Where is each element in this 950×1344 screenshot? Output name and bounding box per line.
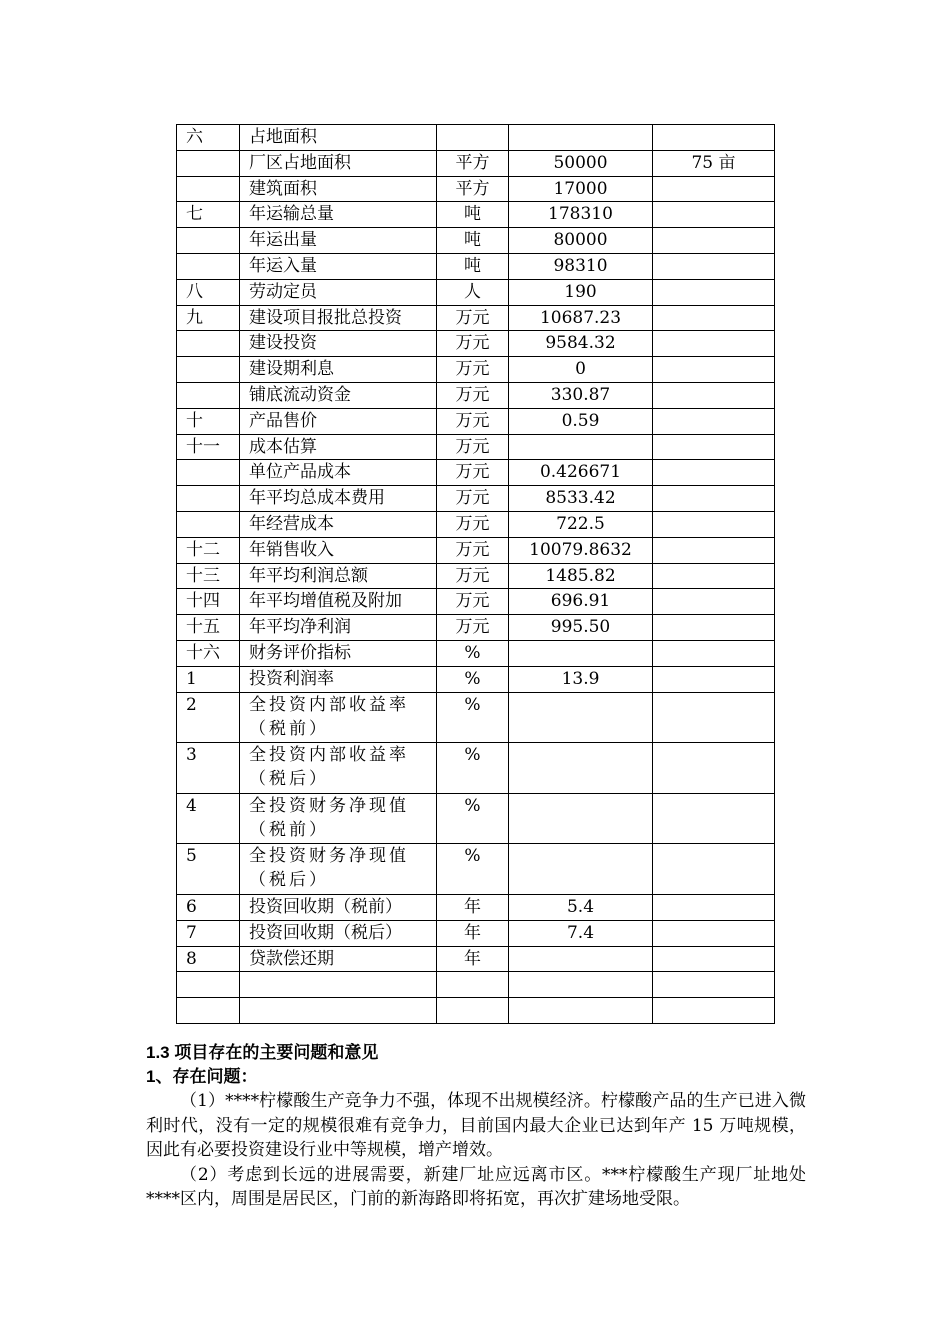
unit-cell: 万元	[437, 408, 509, 434]
note-cell	[653, 228, 775, 254]
unit-cell: 吨	[437, 228, 509, 254]
note-cell	[653, 331, 775, 357]
row-number-cell: 六	[177, 125, 240, 151]
value-cell: 9584.32	[509, 331, 653, 357]
note-cell	[653, 253, 775, 279]
unit-cell: 万元	[437, 460, 509, 486]
item-name-cell: 年经营成本	[240, 511, 437, 537]
table-row	[177, 793, 775, 844]
table-row	[177, 331, 775, 357]
unit-cell: 万元	[437, 589, 509, 615]
table-row	[177, 202, 775, 228]
value-cell	[509, 434, 653, 460]
note-cell	[653, 589, 775, 615]
table-row	[177, 692, 775, 743]
value-cell: 10687.23	[509, 305, 653, 331]
table-row	[177, 434, 775, 460]
value-cell	[509, 998, 653, 1024]
item-name-cell: 年运输总量	[240, 202, 437, 228]
unit-cell: 万元	[437, 434, 509, 460]
unit-cell: 平方	[437, 150, 509, 176]
row-number-cell: 8	[177, 946, 240, 972]
row-number-cell: 七	[177, 202, 240, 228]
table-row	[177, 279, 775, 305]
unit-cell	[437, 972, 509, 998]
item-name-cell: 建设项目报批总投资	[240, 305, 437, 331]
value-cell	[509, 743, 653, 794]
row-number-cell: 2	[177, 692, 240, 743]
row-number-cell: 1	[177, 666, 240, 692]
value-cell: 13.9	[509, 666, 653, 692]
note-cell	[653, 793, 775, 844]
value-cell: 8533.42	[509, 486, 653, 512]
value-cell	[509, 692, 653, 743]
table-row	[177, 486, 775, 512]
value-cell	[509, 946, 653, 972]
table-row	[177, 666, 775, 692]
table-row	[177, 176, 775, 202]
note-cell	[653, 176, 775, 202]
note-cell	[653, 844, 775, 895]
unit-cell: 万元	[437, 331, 509, 357]
item-name-cell: 贷款偿还期	[240, 946, 437, 972]
unit-cell: 平方	[437, 176, 509, 202]
row-number-cell	[177, 382, 240, 408]
row-number-cell: 十五	[177, 615, 240, 641]
item-name-cell: 全投资内部收益率（税前）	[240, 692, 437, 743]
row-number-cell: 十一	[177, 434, 240, 460]
value-cell	[509, 972, 653, 998]
unit-cell: %	[437, 692, 509, 743]
note-cell	[653, 972, 775, 998]
note-cell	[653, 434, 775, 460]
value-cell: 330.87	[509, 382, 653, 408]
row-number-cell: 6	[177, 894, 240, 920]
item-name-cell: 全投资财务净现值（税后）	[240, 844, 437, 895]
table-row	[177, 511, 775, 537]
row-number-cell	[177, 460, 240, 486]
section-heading: 1.3 项目存在的主要问题和意见	[146, 1043, 379, 1062]
row-number-cell: 九	[177, 305, 240, 331]
item-name-cell: 投资回收期（税后）	[240, 920, 437, 946]
item-name-cell: 年平均增值税及附加	[240, 589, 437, 615]
unit-cell: 年	[437, 920, 509, 946]
table-row	[177, 563, 775, 589]
value-cell: 190	[509, 279, 653, 305]
table-row	[177, 920, 775, 946]
row-number-cell	[177, 486, 240, 512]
unit-cell: 万元	[437, 563, 509, 589]
value-cell: 17000	[509, 176, 653, 202]
unit-cell: 年	[437, 894, 509, 920]
value-cell: 178310	[509, 202, 653, 228]
table-row	[177, 998, 775, 1024]
value-cell: 696.91	[509, 589, 653, 615]
row-number-cell	[177, 331, 240, 357]
unit-cell: 万元	[437, 486, 509, 512]
note-cell	[653, 692, 775, 743]
row-number-cell: 7	[177, 920, 240, 946]
value-cell: 0.59	[509, 408, 653, 434]
unit-cell: %	[437, 640, 509, 666]
row-number-cell: 4	[177, 793, 240, 844]
item-name-cell: 投资利润率	[240, 666, 437, 692]
unit-cell: 万元	[437, 357, 509, 383]
table-row	[177, 972, 775, 998]
value-cell: 7.4	[509, 920, 653, 946]
unit-cell: %	[437, 743, 509, 794]
row-number-cell: 十四	[177, 589, 240, 615]
row-number-cell	[177, 998, 240, 1024]
table-row	[177, 640, 775, 666]
value-cell: 0.426671	[509, 460, 653, 486]
table-row	[177, 460, 775, 486]
row-number-cell	[177, 511, 240, 537]
item-name-cell: 占地面积	[240, 125, 437, 151]
note-cell: 75 亩	[653, 150, 775, 176]
table-row	[177, 743, 775, 794]
value-cell: 98310	[509, 253, 653, 279]
note-cell	[653, 486, 775, 512]
item-name-cell: 单位产品成本	[240, 460, 437, 486]
item-name-cell: 财务评价指标	[240, 640, 437, 666]
table-row	[177, 615, 775, 641]
value-cell: 1485.82	[509, 563, 653, 589]
table-row	[177, 357, 775, 383]
note-cell	[653, 202, 775, 228]
note-cell	[653, 460, 775, 486]
note-cell	[653, 279, 775, 305]
table-row	[177, 253, 775, 279]
item-name-cell: 铺底流动资金	[240, 382, 437, 408]
table-row	[177, 228, 775, 254]
table-row	[177, 844, 775, 895]
note-cell	[653, 537, 775, 563]
table-row	[177, 589, 775, 615]
item-name-cell: 产品售价	[240, 408, 437, 434]
value-cell	[509, 793, 653, 844]
note-cell	[653, 998, 775, 1024]
unit-cell	[437, 125, 509, 151]
item-name-cell: 厂区占地面积	[240, 150, 437, 176]
item-name-cell: 全投资财务净现值（税前）	[240, 793, 437, 844]
note-cell	[653, 511, 775, 537]
row-number-cell	[177, 228, 240, 254]
item-name-cell	[240, 972, 437, 998]
item-name-cell: 建设投资	[240, 331, 437, 357]
table-row	[177, 894, 775, 920]
value-cell: 50000	[509, 150, 653, 176]
row-number-cell: 5	[177, 844, 240, 895]
value-cell: 5.4	[509, 894, 653, 920]
table-row	[177, 125, 775, 151]
unit-cell: 万元	[437, 537, 509, 563]
value-cell	[509, 844, 653, 895]
row-number-cell	[177, 253, 240, 279]
value-cell: 722.5	[509, 511, 653, 537]
row-number-cell: 十	[177, 408, 240, 434]
item-name-cell: 年运入量	[240, 253, 437, 279]
note-cell	[653, 382, 775, 408]
note-cell	[653, 920, 775, 946]
item-name-cell: 年运出量	[240, 228, 437, 254]
note-cell	[653, 305, 775, 331]
table-row	[177, 537, 775, 563]
item-name-cell: 建筑面积	[240, 176, 437, 202]
item-name-cell	[240, 998, 437, 1024]
note-cell	[653, 408, 775, 434]
unit-cell: 吨	[437, 202, 509, 228]
row-number-cell: 八	[177, 279, 240, 305]
unit-cell: 吨	[437, 253, 509, 279]
note-cell	[653, 666, 775, 692]
item-name-cell: 成本估算	[240, 434, 437, 460]
row-number-cell	[177, 357, 240, 383]
table-row	[177, 408, 775, 434]
note-cell	[653, 125, 775, 151]
unit-cell: 万元	[437, 615, 509, 641]
unit-cell: 万元	[437, 382, 509, 408]
item-name-cell: 投资回收期（税前）	[240, 894, 437, 920]
item-name-cell: 年销售收入	[240, 537, 437, 563]
unit-cell: %	[437, 793, 509, 844]
item-name-cell: 年平均总成本费用	[240, 486, 437, 512]
item-name-cell: 劳动定员	[240, 279, 437, 305]
item-name-cell: 建设期利息	[240, 357, 437, 383]
row-number-cell: 十二	[177, 537, 240, 563]
row-number-cell: 十三	[177, 563, 240, 589]
note-cell	[653, 946, 775, 972]
table-row	[177, 150, 775, 176]
paragraph-2: （2）考虑到长远的进展需要，新建厂址应远离市区。***柠檬酸生产现厂址地处****区内，周围是居民区，门前的新海路即将拓宽，再次扩建场地受限。	[146, 1164, 806, 1209]
table-body	[177, 125, 775, 1024]
note-cell	[653, 640, 775, 666]
unit-cell: 万元	[437, 511, 509, 537]
item-name-cell: 全投资内部收益率（税后）	[240, 743, 437, 794]
row-number-cell	[177, 176, 240, 202]
row-number-cell	[177, 972, 240, 998]
section-subheading: 1、存在问题：	[146, 1067, 258, 1086]
table-row	[177, 946, 775, 972]
note-cell	[653, 894, 775, 920]
table-row	[177, 382, 775, 408]
project-indicator-table	[176, 124, 775, 1024]
value-cell: 995.50	[509, 615, 653, 641]
note-cell	[653, 615, 775, 641]
value-cell	[509, 640, 653, 666]
value-cell: 10079.8632	[509, 537, 653, 563]
unit-cell: 人	[437, 279, 509, 305]
unit-cell: 年	[437, 946, 509, 972]
note-cell	[653, 743, 775, 794]
section-body	[146, 1089, 806, 1212]
value-cell: 80000	[509, 228, 653, 254]
item-name-cell: 年平均净利润	[240, 615, 437, 641]
unit-cell: %	[437, 844, 509, 895]
item-name-cell: 年平均利润总额	[240, 563, 437, 589]
row-number-cell	[177, 150, 240, 176]
note-cell	[653, 563, 775, 589]
note-cell	[653, 357, 775, 383]
row-number-cell: 十六	[177, 640, 240, 666]
unit-cell: %	[437, 666, 509, 692]
paragraph-1: （1）****柠檬酸生产竞争力不强，体现不出规模经济。柠檬酸产品的生产已进入微利时代，没有一定的规模很难有竞争力，目前国内最大企业已达到年产 15 万吨规模，因此有必要投资建设行业中等规模，增产增效。	[146, 1091, 806, 1160]
row-number-cell: 3	[177, 743, 240, 794]
value-cell: 0	[509, 357, 653, 383]
table-row	[177, 305, 775, 331]
value-cell	[509, 125, 653, 151]
unit-cell	[437, 998, 509, 1024]
unit-cell: 万元	[437, 305, 509, 331]
